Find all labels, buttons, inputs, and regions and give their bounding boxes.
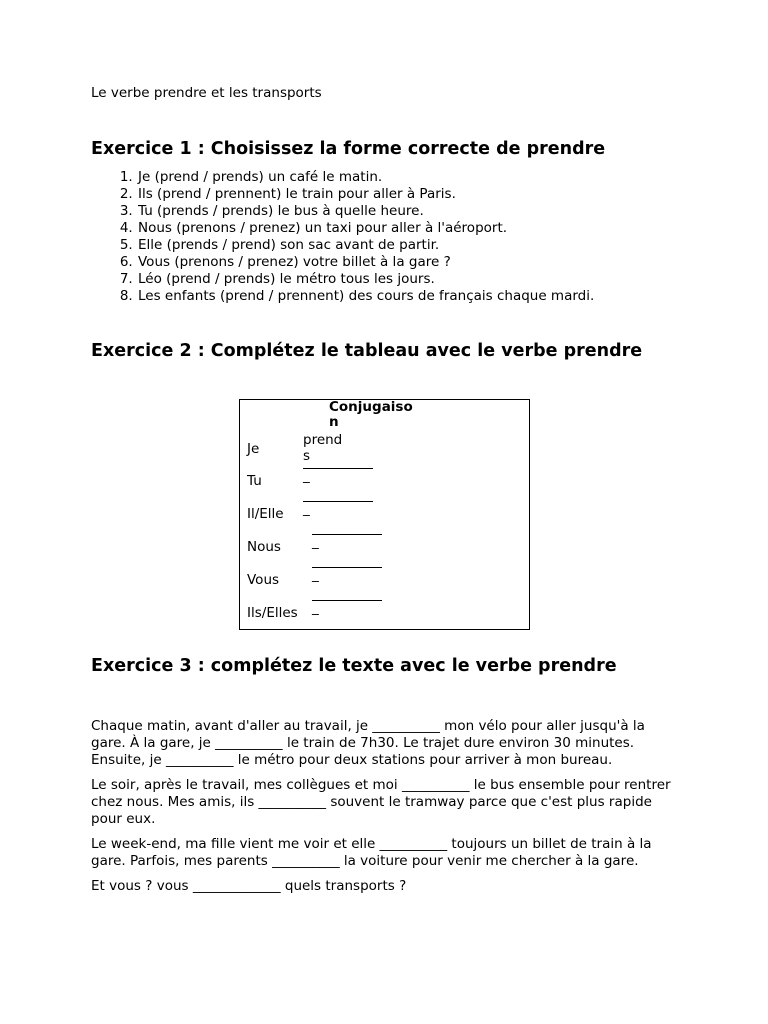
exercise1-item: 6. Vous (prenons / prenez) votre billet à la gare ?	[137, 254, 737, 271]
conjugation-blank[interactable]: _	[312, 600, 382, 615]
exercise1-list	[91, 169, 737, 305]
exercise3-text	[91, 718, 681, 903]
conjugation-answer: prends	[303, 432, 343, 464]
pronoun-cell: Il/Elle	[247, 506, 284, 522]
conjugation-blank[interactable]: _	[312, 567, 382, 582]
conjugation-blank[interactable]: _	[303, 501, 373, 516]
exercise1-item: 8. Les enfants (prend / prennent) des cours de français chaque mardi.	[137, 288, 737, 305]
exercise3-paragraph: Le week-end, ma fille vient me voir et elle __________ toujours un billet de train à la gare. Parfois, mes parents __________ la voiture pour venir me chercher à la gare.	[91, 836, 652, 869]
exercise1-item: 3. Tu (prends / prends) le bus à quelle heure.	[137, 203, 737, 220]
exercise2-heading: Exercice 2 : Complétez le tableau avec le verbe prendre	[91, 341, 643, 361]
exercise1-item: 2. Ils (prend / prennent) le train pour aller à Paris.	[137, 186, 737, 203]
exercise3-heading: Exercice 3 : complétez le texte avec le verbe prendre	[91, 656, 617, 676]
exercise3-paragraph: Et vous ? vous _____________ quels transports ?	[91, 878, 407, 894]
conjugation-blank[interactable]: _	[303, 468, 373, 483]
pronoun-cell: Je	[247, 441, 260, 457]
exercise1-item: 5. Elle (prends / prend) son sac avant de partir.	[137, 237, 737, 254]
exercise1-item: 1. Je (prend / prends) un café le matin.	[137, 169, 737, 186]
document-title: Le verbe prendre et les transports	[91, 85, 322, 101]
exercise1-item: 7. Léo (prend / prends) le métro tous les jours.	[137, 271, 737, 288]
table-header: Conjugaison	[329, 399, 413, 430]
exercise1-heading: Exercice 1 : Choisissez la forme correcte de prendre	[91, 139, 606, 159]
exercise3-paragraph: Chaque matin, avant d'aller au travail, je __________ mon vélo pour aller jusqu'à la gare. À la gare, je __________ le train de 7h30. Le trajet dure environ 30 minutes. Ensuite, je __________ le métro pour deux stations pour arriver à mon bureau.	[91, 718, 645, 768]
exercise1-item: 4. Nous (prenons / prenez) un taxi pour aller à l'aéroport.	[137, 220, 737, 237]
pronoun-cell: Tu	[247, 473, 262, 489]
pronoun-cell: Ils/Elles	[247, 605, 298, 621]
exercise3-paragraph: Le soir, après le travail, mes collègues et moi __________ le bus ensemble pour rentrer chez nous. Mes amis, ils __________ souvent le tramway parce que c'est plus rapide pour eux.	[91, 777, 671, 827]
pronoun-cell: Nous	[247, 539, 281, 555]
conjugation-blank[interactable]: _	[312, 534, 382, 549]
pronoun-cell: Vous	[247, 572, 280, 588]
conjugation-table	[239, 399, 530, 630]
